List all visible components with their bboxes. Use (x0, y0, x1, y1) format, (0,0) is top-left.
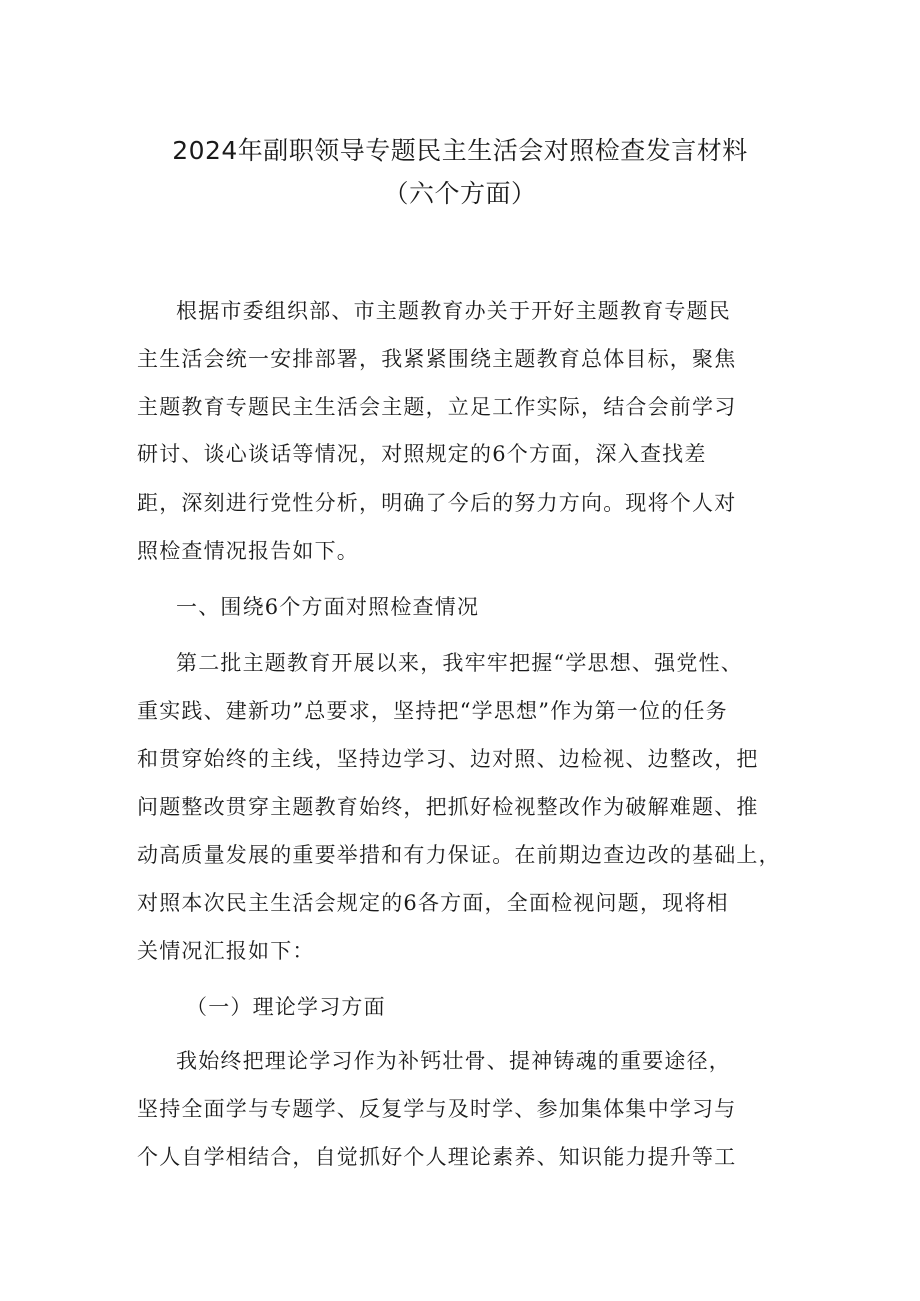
section-heading: 一、围绕6个方面对照检查情况 (176, 595, 480, 619)
text-line: 坚持全面学与专题学、反复学与及时学、参加集体集中学习与 (137, 1097, 737, 1121)
text-line: 动高质量发展的重要举措和有力保证。在前期边查边改的基础上， (137, 843, 781, 867)
text-line: 主题教育专题民主生活会主题，立足工作实际，结合会前学习 (137, 395, 737, 419)
title-block (0, 128, 920, 214)
text-line: 距，深刻进行党性分析，明确了今后的努力方向。现将个人对 (137, 491, 737, 515)
text-line: 对照本次民主生活会规定的6各方面，全面检视问题，现将相 (137, 891, 729, 915)
text-line: 重实践、建新功”总要求，坚持把“学思想”作为第一位的任务 (137, 699, 728, 723)
text-line: 问题整改贯穿主题教育始终，把抓好检视整改作为破解难题、推 (137, 795, 759, 819)
text-line: 主生活会统一安排部署，我紧紧围绕主题教育总体目标，聚焦 (137, 347, 737, 371)
text-line: 关情况汇报如下： (137, 939, 315, 963)
text-line: 第二批主题教育开展以来，我牢牢把握“学思想、强党性、 (176, 651, 743, 675)
text-line: 和贯穿始终的主线，坚持边学习、边对照、边检视、边整改，把 (137, 747, 759, 771)
subsection-heading: （一）理论学习方面 (186, 995, 386, 1019)
document-subtitle: （六个方面） (383, 179, 537, 208)
text-line: 我始终把理论学习作为补钙壮骨、提神铸魂的重要途径， (176, 1049, 731, 1073)
document-title: 2024年副职领导专题民主生活会对照检查发言材料 (172, 136, 748, 165)
text-line: 照检查情况报告如下。 (137, 539, 359, 563)
text-line: 研讨、谈心谈话等情况，对照规定的6个方面，深入查找差 (137, 442, 707, 466)
text-line: 根据市委组织部、市主题教育办关于开好主题教育专题民 (176, 299, 731, 323)
text-line: 个人自学相结合，自觉抓好个人理论素养、知识能力提升等工 (137, 1145, 737, 1169)
